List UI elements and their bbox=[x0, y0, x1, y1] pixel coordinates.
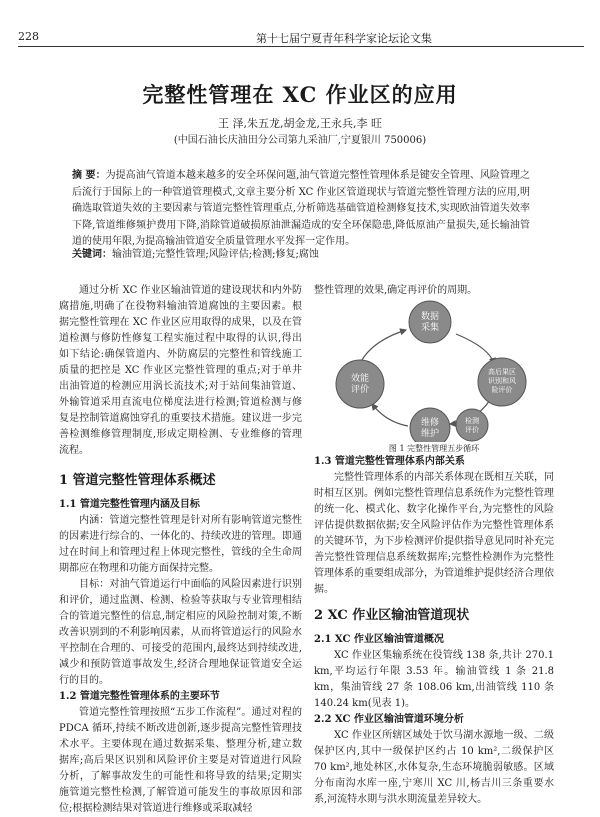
cycle-arrow bbox=[456, 334, 494, 364]
left-column bbox=[59, 283, 302, 817]
node-label: 高后果区识别和风险评价 bbox=[488, 368, 516, 394]
keywords-text: 输油管道;完整性管理;风险评估;检测;修复;腐蚀 bbox=[112, 249, 319, 260]
section-1-1-para-1: 内涵：管道完整性管理是针对所有影响管道完整性的因素进行综合的、一体化的、持续改进的管理。即通过在时间上和管理过程上体现完整性，管线的全生命周期都应在物理和功能方面保持完整。 bbox=[59, 515, 302, 574]
intro-paragraph: 通过分析 XC 作业区输油管道的建设现状和内外防腐措施,明确了在役物料输油管道腐蚀的主要因素。根据完整性管理在 XC 作业区应用取得的成果，以及在管道检测与修防性修复工程实施过程中取得的认识,得出如下结论:确保管道内、外防腐层的完整性和管线施工质量的把控是 XC 作业区完整性管理的重点;对于单井出油管道的检测应用涡长流技术;对于站间集油管道、外输管道采用直流电位梯度法进行检测;管道检测与修复是控制管道腐蚀穿孔的重要技术措施。建议进一步完善检测维修管理制度,形成定期检测、专业维修的管理流程。 bbox=[59, 285, 302, 456]
figure-caption: 图 1 完整性管理五步循环 bbox=[388, 444, 480, 453]
five-step-cycle-figure bbox=[330, 300, 530, 442]
abstract bbox=[72, 168, 530, 251]
keywords bbox=[72, 245, 530, 260]
section-2-heading: 2 XC 作业区输油管道现状 bbox=[314, 608, 470, 623]
abstract-text: 为提高油气管道本越来越多的安全环保问题,油气管道完整性管理体系是键安全管理、风险管理之后流行于国际上的一种管道管理模式,文章主要分析 XC 作业区管道现状与管道完整性管理方法的应用,明确选取管道失效的主要因素与管道完整性管理重点,分析筛选基础管道检测修复技术,实现欧油管道失效率下降,管道维修频护费用下降,消除管道破损原油泄漏造成的安全环保隐患,降低原油产量损失,延长输油管道的使用年限,为提高输油管道安全质量管理水平发挥一定作用。 bbox=[72, 170, 531, 247]
right-column bbox=[314, 454, 554, 808]
section-1-1-para-2: 目标：对油气管道运行中面临的风险因素进行识别和评价，通过监测、检测、检验等获取与专业管理相结合的管道完整性的信息,制定相应的风险控制对策,不断改善识别到的不利影响因素，从而将管道运行的风险水平控制在合理的、可接受的范围内,最终达到持续改进,减少和预防管道事故发生,经济合理地保证管道安全运行的目的。 bbox=[59, 579, 302, 686]
running-head: 第十七届宁夏青年科学家论坛论文集 bbox=[256, 32, 432, 45]
section-2-1-para-1: XC 作业区集输系统在役管线 138 条,共计 270.1 km,平均运行年限 3.53 年。输油管线 1 条 21.8 km，集油管线 27 条 108.06 km,出油管线 110 条 140.24 km(见表 1)。 bbox=[314, 650, 554, 709]
node-data-collection bbox=[409, 301, 451, 343]
keywords-label: 关键词： bbox=[72, 249, 112, 260]
section-1-2-heading: 1.2 管道完整性管理体系的主要环节 bbox=[59, 691, 220, 702]
page-number: 228 bbox=[18, 30, 39, 43]
node-inspection bbox=[456, 409, 488, 441]
paper-title: 完整性管理在 XC 作业区的应用 bbox=[142, 82, 458, 107]
figure-intro: 整性管理的效果,确定再评价的周期。 bbox=[314, 285, 478, 296]
section-2-2-para-1: XC 作业区所辖区域处于饮马湖水源地一级、二级保护区内,其中一级保护区约占 10 km²,二级保护区 70 km²,地处林区,水体复杂,生态环境脆弱敏感。区域分布南沟水库一座,宁寒川 XC 川,杨吉川三条重要水系,河流特水期与洪水期流量差异较大。 bbox=[314, 730, 554, 805]
node-label: 检测评价 bbox=[465, 417, 479, 434]
node-label: 数据采集 bbox=[420, 312, 440, 333]
abstract-label: 摘 要： bbox=[72, 170, 106, 181]
section-2-2-heading: 2.2 XC 作业区输油管道环境分析 bbox=[314, 714, 464, 725]
section-1-3-heading: 1.3 管道完整性管理体系内部关系 bbox=[314, 456, 465, 467]
section-1-heading: 1 管道完整性管理体系概述 bbox=[59, 473, 216, 488]
section-2-1-heading: 2.1 XC 作业区输油管道概况 bbox=[314, 634, 444, 645]
cycle-arrow bbox=[372, 404, 408, 426]
header-rule bbox=[18, 46, 584, 47]
node-label: 维修维护 bbox=[420, 418, 440, 439]
authors: 王 泽,朱五龙,胡金龙,王永兵,李 旺 bbox=[218, 117, 382, 130]
affiliation: (中国石油长庆油田分公司第九采油厂,宁夏银川 750006) bbox=[173, 135, 427, 146]
node-label: 效能评价 bbox=[350, 374, 370, 395]
section-1-3-para-1: 完整性管理体系的内部关系体现在既相互关联，同时相互区别。例如完整性管理信息系统作为完整性管理的统一化、模式化、数字化操作平台,为完整性的风险评估提供数据依据;安全风险评估作为完整性管理体系的关键环节，为下步检测评价提供指导意见同时补充完善完整性管理信息系统数据库;完整性检测作为完整性管理体系的重要组成部分，为管道维护提供经济合理依据。 bbox=[314, 472, 554, 595]
section-1-1-heading: 1.1 管道完整性管理内涵及目标 bbox=[59, 499, 200, 510]
node-effectiveness bbox=[336, 360, 384, 408]
section-1-2-para-1: 管道完整性管理按照“五步工作流程”。通过对程的 PDCA 循环,持续不断改进创新,逐步提高完整性管理技术水平。主要体现在通过数据采集、整理分析,建立数据库;高后果区识别和风险评价主要是对管道进行风险分析，了解事故发生的可能性和将导致的结果;定期实施管道完整性检测,了解管道可能发生的事故原因和部位;根据检测结果对管道进行维修或采取减轻 bbox=[59, 707, 302, 814]
